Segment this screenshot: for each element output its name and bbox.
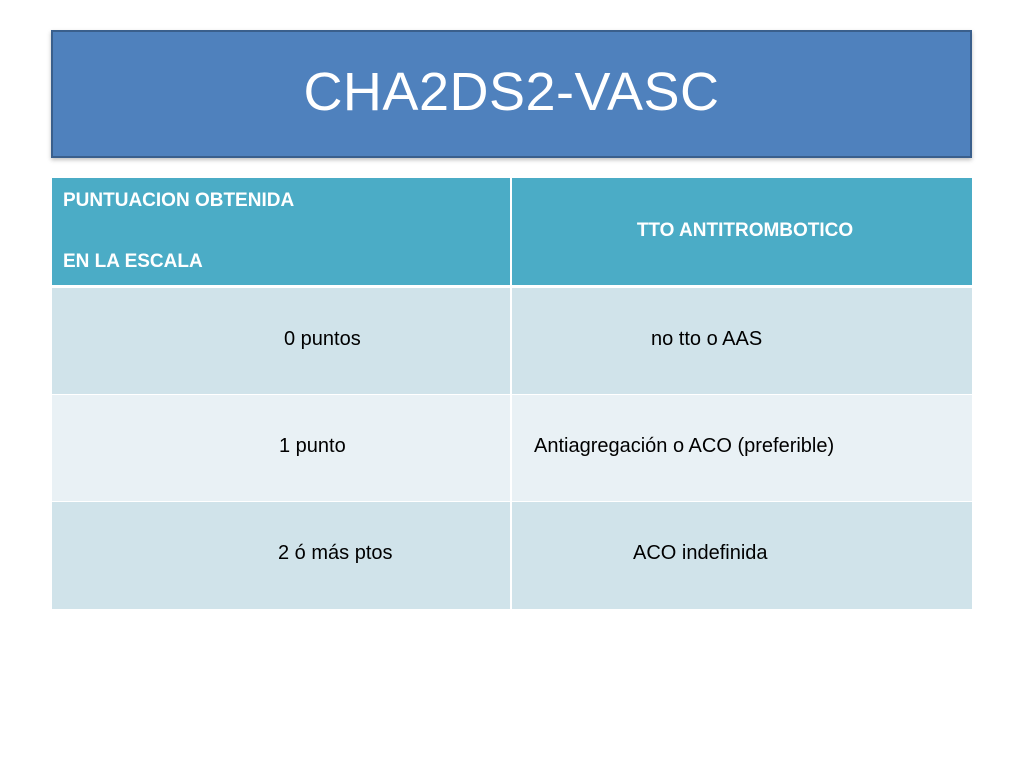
treatment-text: Antiagregación o ACO (preferible) (534, 435, 835, 457)
table-row (52, 288, 972, 395)
header-treatment-label: TTO ANTITROMBOTICO (636, 220, 854, 241)
score-cell (52, 395, 512, 501)
table-row (52, 502, 972, 609)
treatment-cell (512, 502, 972, 609)
score-text: 2 ó más ptos (278, 542, 393, 564)
score-cell (52, 288, 512, 394)
slide-title: CHA2DS2-VASC (303, 62, 720, 122)
treatment-cell (512, 288, 972, 394)
treatment-text: no tto o AAS (651, 328, 763, 350)
score-cell (52, 502, 512, 609)
header-score-line1: PUNTUACION OBTENIDA (63, 190, 295, 211)
treatment-cell (512, 395, 972, 501)
title-banner (51, 30, 972, 158)
score-text: 0 puntos (284, 328, 361, 350)
header-score-line2: EN LA ESCALA (63, 251, 203, 272)
table-header-row (52, 178, 972, 288)
score-text: 1 punto (279, 435, 346, 457)
treatment-text: ACO indefinida (633, 542, 768, 564)
table-row (52, 395, 972, 502)
header-cell-treatment (512, 178, 972, 285)
header-cell-score (52, 178, 512, 285)
